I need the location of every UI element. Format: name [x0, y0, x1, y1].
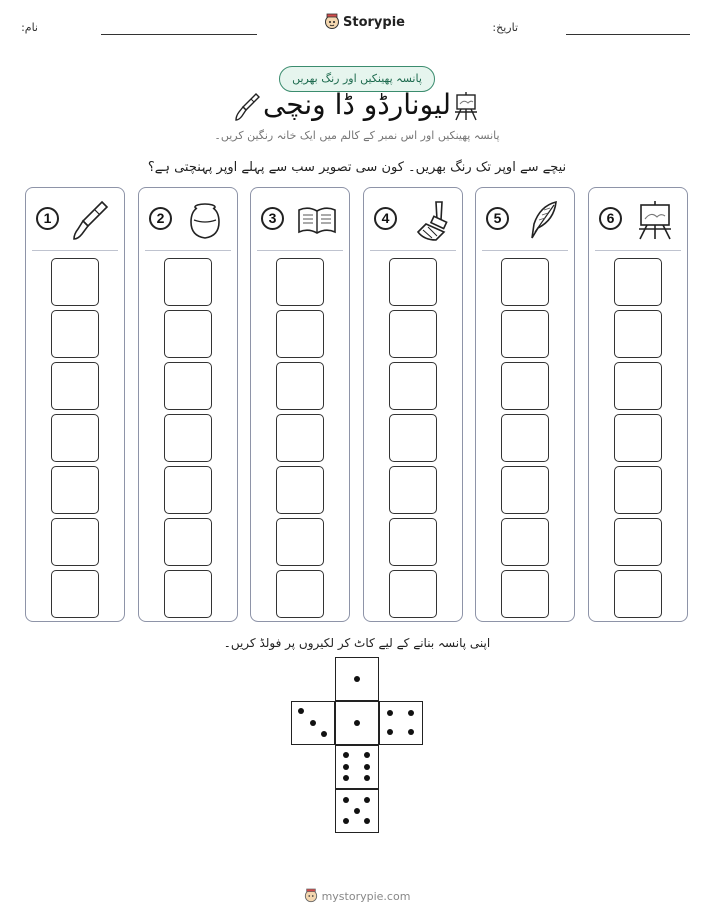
footer-url[interactable]: mystorypie.com	[321, 889, 411, 903]
color-cell[interactable]	[164, 310, 212, 358]
color-cell[interactable]	[51, 310, 99, 358]
color-cell[interactable]	[276, 466, 324, 514]
column-number: 2	[149, 207, 172, 230]
die-face-center	[335, 701, 379, 745]
die-face-lower	[335, 745, 379, 789]
color-cell[interactable]	[389, 414, 437, 462]
column-header	[476, 188, 574, 250]
brand-logo	[324, 12, 405, 32]
color-cell[interactable]	[164, 362, 212, 410]
die-pip	[364, 797, 370, 803]
die-pip	[343, 752, 349, 758]
column-number: 1	[36, 207, 59, 230]
fold-instruction: اپنی پانسہ بنانے کے لیے کاٹ کر لکیروں پر فولڈ کریں۔	[223, 636, 491, 650]
color-cell[interactable]	[501, 310, 549, 358]
color-cell[interactable]	[51, 570, 99, 618]
die-pip	[364, 752, 370, 758]
book-icon	[295, 198, 339, 242]
color-cell[interactable]	[614, 466, 662, 514]
color-cell[interactable]	[614, 518, 662, 566]
die-pip	[354, 808, 360, 814]
column-header	[589, 188, 687, 250]
die-face-right	[379, 701, 423, 745]
easel-icon	[453, 90, 479, 122]
brand-name: Storypie	[343, 14, 405, 30]
color-cell[interactable]	[51, 518, 99, 566]
instruction: نیچے سے اوپر تک رنگ بھریں۔ کون سی تصویر سب سے پہلے اوپر پہنچتی ہے؟	[147, 160, 567, 175]
die-pip	[408, 729, 414, 735]
color-cell[interactable]	[276, 258, 324, 306]
color-cell[interactable]	[276, 414, 324, 462]
die-pip	[364, 764, 370, 770]
color-cell[interactable]	[501, 414, 549, 462]
color-cell[interactable]	[276, 362, 324, 410]
color-cell[interactable]	[501, 362, 549, 410]
color-cell[interactable]	[501, 518, 549, 566]
color-cell[interactable]	[276, 310, 324, 358]
die-pip	[310, 720, 316, 726]
color-cell[interactable]	[276, 570, 324, 618]
column-number: 5	[486, 207, 509, 230]
page-title: لیونارڈو ڈا ونچی	[262, 88, 452, 121]
subtitle: پانسہ پھینکیں اور اس نمبر کے کالم میں ایک خانہ رنگین کریں۔	[214, 129, 500, 142]
die-pip	[343, 797, 349, 803]
column-header	[26, 188, 124, 250]
die-pip	[298, 708, 304, 714]
die-pip	[354, 676, 360, 682]
die-pip	[408, 710, 414, 716]
column-header	[364, 188, 462, 250]
color-cell[interactable]	[164, 518, 212, 566]
column-number: 6	[599, 207, 622, 230]
die-pip	[364, 818, 370, 824]
pot-icon	[183, 198, 227, 242]
color-cell[interactable]	[614, 310, 662, 358]
column-divider	[32, 250, 118, 251]
color-cell[interactable]	[501, 258, 549, 306]
column-3	[250, 187, 350, 622]
die-pip	[354, 720, 360, 726]
color-cell[interactable]	[501, 570, 549, 618]
color-cell[interactable]	[389, 518, 437, 566]
color-cell[interactable]	[51, 258, 99, 306]
column-header	[139, 188, 237, 250]
color-cell[interactable]	[389, 258, 437, 306]
column-4	[363, 187, 463, 622]
paintbrush-icon	[234, 92, 262, 122]
column-divider	[145, 250, 231, 251]
die-face-bottom	[335, 789, 379, 833]
color-cell[interactable]	[614, 258, 662, 306]
broad-brush-icon	[408, 198, 452, 242]
date-line[interactable]	[566, 34, 690, 35]
color-cell[interactable]	[164, 570, 212, 618]
die-face-top	[335, 657, 379, 701]
die-pip	[343, 818, 349, 824]
color-cell[interactable]	[614, 414, 662, 462]
color-cell[interactable]	[164, 414, 212, 462]
column-2	[138, 187, 238, 622]
column-number: 3	[261, 207, 284, 230]
color-cell[interactable]	[164, 258, 212, 306]
name-label: نام:	[21, 21, 38, 34]
storypie-mascot-icon	[324, 13, 340, 31]
die-pip	[343, 775, 349, 781]
color-cell[interactable]	[276, 518, 324, 566]
color-cell[interactable]	[389, 362, 437, 410]
color-cell[interactable]	[614, 362, 662, 410]
color-cell[interactable]	[51, 362, 99, 410]
date-label: تاریخ:	[492, 21, 518, 34]
paintbrush-icon	[70, 198, 114, 242]
easel-icon	[633, 198, 677, 242]
column-divider	[370, 250, 456, 251]
die-pip	[343, 764, 349, 770]
storypie-mascot-icon	[304, 888, 318, 904]
column-5	[475, 187, 575, 622]
color-cell[interactable]	[389, 570, 437, 618]
column-divider	[482, 250, 568, 251]
name-line[interactable]	[101, 34, 257, 35]
column-6	[588, 187, 688, 622]
quill-icon	[520, 198, 564, 242]
color-cell[interactable]	[51, 466, 99, 514]
column-header	[251, 188, 349, 250]
column-number: 4	[374, 207, 397, 230]
color-cell[interactable]	[389, 466, 437, 514]
color-cell[interactable]	[501, 466, 549, 514]
footer	[0, 886, 714, 906]
die-pip	[321, 731, 327, 737]
die-pip	[387, 729, 393, 735]
column-divider	[257, 250, 343, 251]
die-pip	[364, 775, 370, 781]
badge: پانسہ پھینکیں اور رنگ بھریں	[279, 66, 435, 92]
die-pip	[387, 710, 393, 716]
die-face-left	[291, 701, 335, 745]
column-1	[25, 187, 125, 622]
color-cell[interactable]	[389, 310, 437, 358]
color-cell[interactable]	[51, 414, 99, 462]
color-cell[interactable]	[164, 466, 212, 514]
color-cell[interactable]	[614, 570, 662, 618]
column-divider	[595, 250, 681, 251]
